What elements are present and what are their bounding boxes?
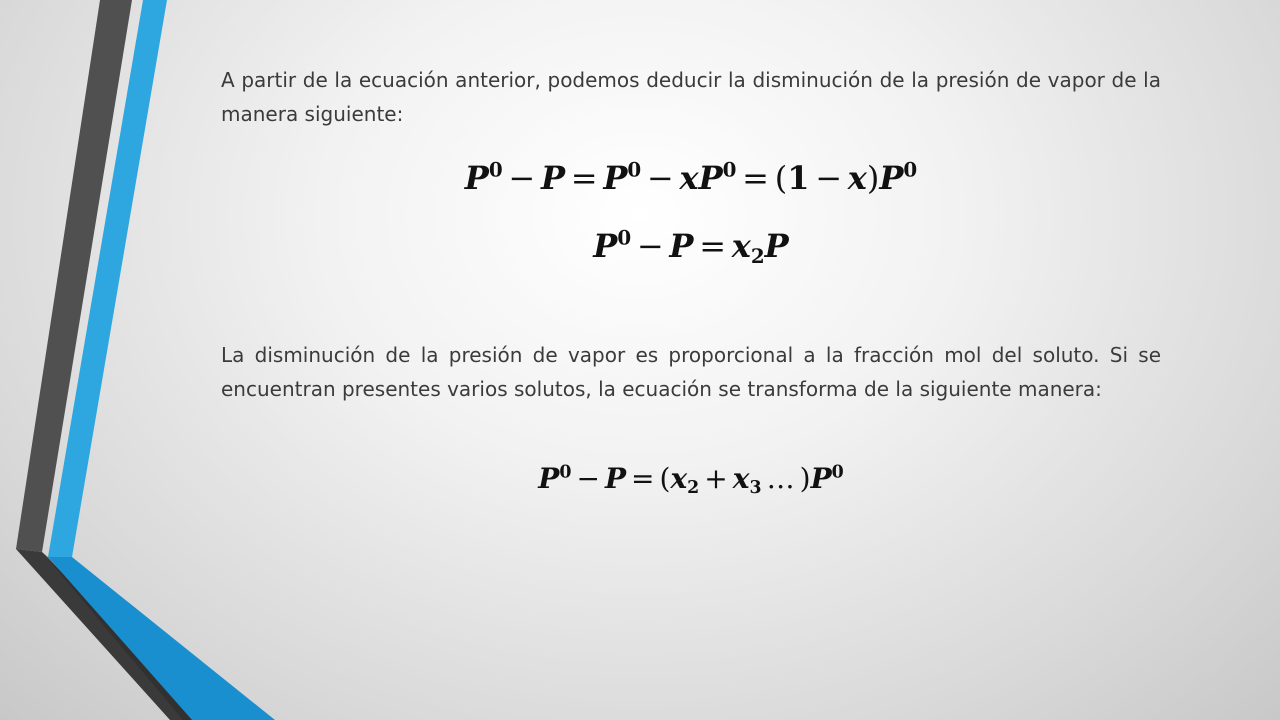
- equation-3-render: $P^0 - P = (x2 + x3$ … )$P^0$: [538, 461, 844, 498]
- equation-2: [221, 216, 1161, 278]
- equation-2-render: $P^0 - P = x2P$: [593, 226, 789, 269]
- equation-1-render: $P^0 - P = P^0 - xP^0 = (1 - x)P^0$: [464, 158, 918, 198]
- intro-paragraph: A partir de la ecuación anterior, podemos deducir la disminución de la presión de vapor de la manera siguiente:: [221, 68, 1161, 126]
- solutes-paragraph: La disminución de la presión de vapor es proporcional a la fracción mol del soluto. Si se encuentran presentes varios solutos, la ecuación se transforma de la siguiente manera:: [221, 343, 1161, 401]
- equation-1: [221, 148, 1161, 200]
- equation-3: [221, 452, 1161, 508]
